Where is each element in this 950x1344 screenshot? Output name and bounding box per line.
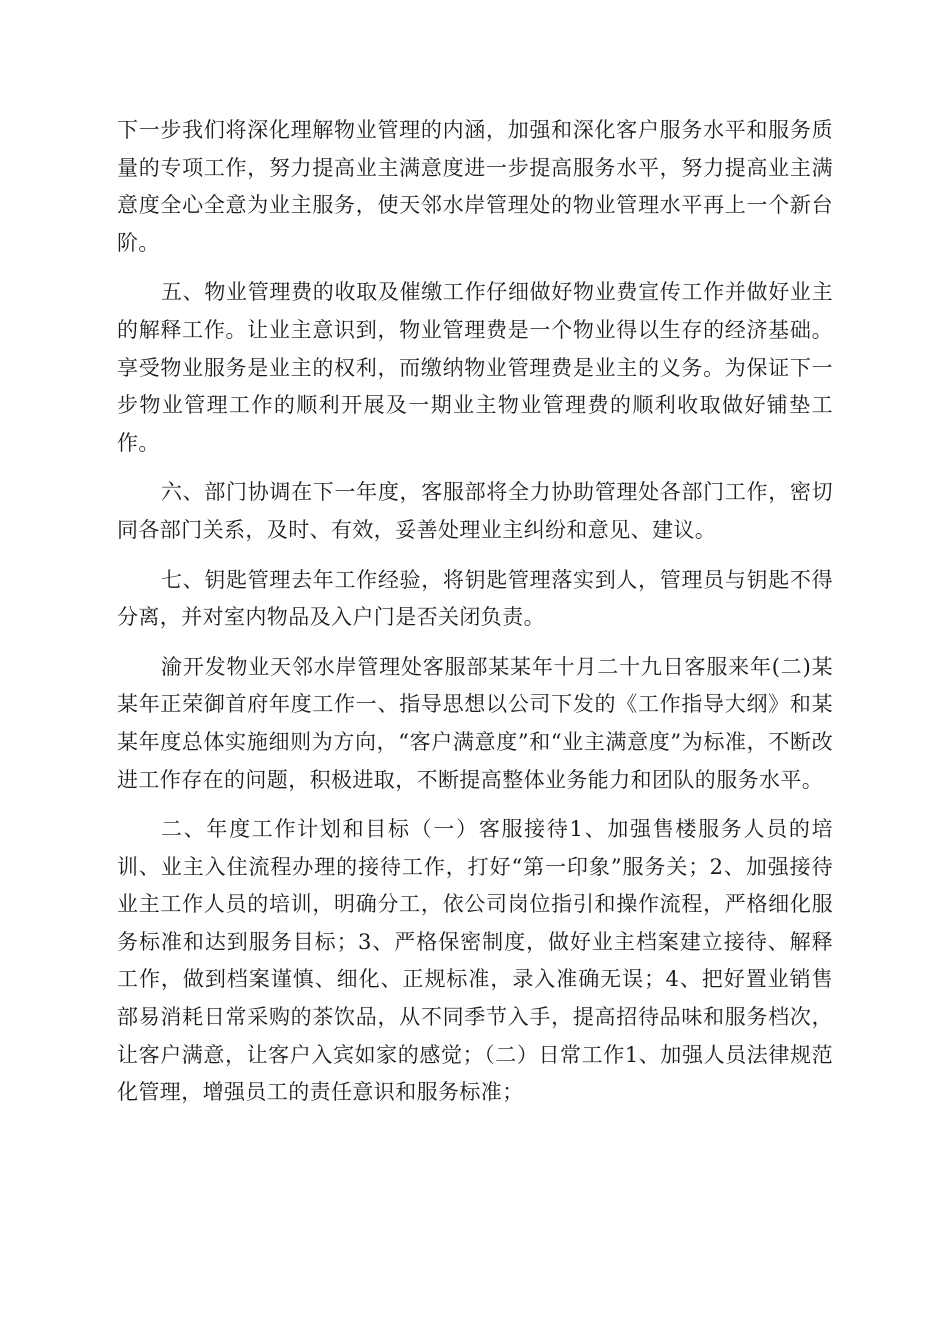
paragraph-guiding-ideology: 渝开发物业天邻水岸管理处客服部某某年十月二十九日客服来年(二)某某年正荣御首府年度工作一、指导思想以公司下发的《工作指导大纲》和某某年度总体实施细则为方向，“客户满意度”和“业主满意度”为标准，不断改进工作存在的问题，积极进取，不断提高整体业务能力和团队的服务水平。 — [117, 654, 833, 792]
paragraph-department-coordination: 六、部门协调在下一年度，客服部将全力协助管理处各部门工作，密切同各部门关系，及时、有效，妥善处理业主纠纷和意见、建议。 — [117, 480, 833, 542]
paragraph-annual-plan: 二、年度工作计划和目标（一）客服接待1、加强售楼服务人员的培训、业主入住流程办理的接待工作，打好“第一印象”服务关；2、加强接待业主工作人员的培训，明确分工，依公司岗位指引和操作流程，严格细化服务标准和达到服务目标；3、严格保密制度，做好业主档案建立接待、解释工作，做到档案谨慎、细化、正规标准，录入准确无误；4、把好置业销售部易消耗日常采购的茶饮品，从不同季节入手，提高招待品味和服务档次，让客户满意，让客户入宾如家的感觉；（二）日常工作1、加强人员法律规范化管理，增强员工的责任意识和服务标准； — [117, 817, 833, 1105]
paragraph-fee-collection: 五、物业管理费的收取及催缴工作仔细做好物业费宣传工作并做好业主的解释工作。让业主意识到，物业管理费是一个物业得以生存的经济基础。享受物业服务是业主的权利，而缴纳物业管理费是业主的义务。为保证下一步物业管理工作的顺利开展及一期业主物业管理费的顺利收取做好铺垫工作。 — [117, 280, 833, 455]
document-page — [117, 112, 833, 1124]
paragraph-continuation: 下一步我们将深化理解物业管理的内涵，加强和深化客户服务水平和服务质量的专项工作，努力提高业主满意度进一步提高服务水平，努力提高业主满意度全心全意为业主服务，使天邻水岸管理处的物业管理水平再上一个新台阶。 — [117, 118, 833, 255]
paragraph-key-management: 七、钥匙管理去年工作经验，将钥匙管理落实到人，管理员与钥匙不得分离，并对室内物品及入户门是否关闭负责。 — [117, 567, 833, 630]
